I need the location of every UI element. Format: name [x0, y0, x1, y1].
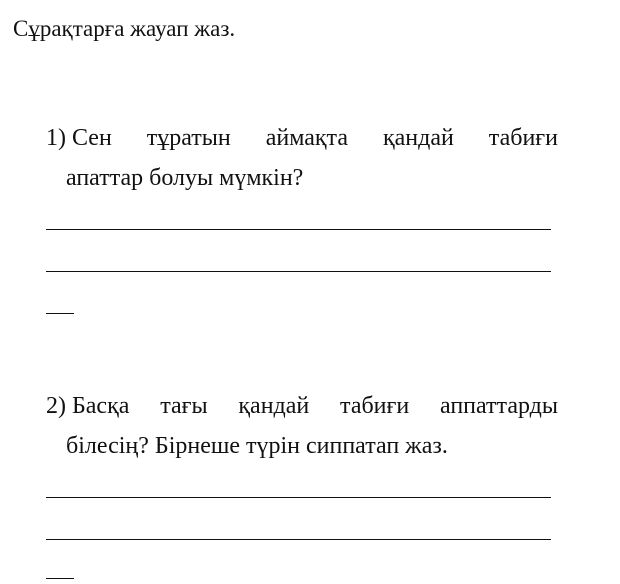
question-1-word: табиғи — [488, 125, 558, 151]
instruction-text: Сұрақтарға жауап жаз. — [13, 16, 236, 41]
question-2-line-2: білесің? Бірнеше түрін сиппатап жаз. — [66, 433, 448, 459]
answer-line-5[interactable] — [46, 539, 551, 540]
question-1-number: 1) — [46, 125, 66, 151]
question-1-line-2: апаттар болуы мүмкін? — [66, 165, 304, 191]
question-1 — [46, 123, 558, 193]
question-1-number-and-word-1 — [46, 123, 112, 153]
question-2-line-1 — [46, 391, 558, 421]
answer-line-3[interactable] — [46, 313, 74, 314]
question-2-word: Басқа — [72, 393, 130, 419]
answer-line-4[interactable] — [46, 497, 551, 498]
answer-line-1[interactable] — [46, 229, 551, 230]
question-2-word: аппаттарды — [440, 393, 558, 419]
question-1-word: Сен — [72, 125, 112, 151]
question-1-word: тұратын — [146, 125, 231, 151]
question-2-number: 2) — [46, 393, 66, 419]
answer-line-2[interactable] — [46, 271, 551, 272]
question-2-word: қандай — [238, 393, 310, 419]
question-2-word: тағы — [160, 393, 208, 419]
question-1-line-1 — [46, 123, 558, 153]
question-2 — [46, 391, 558, 461]
question-1-word: аймақта — [265, 125, 348, 151]
question-2-word: табиғи — [340, 393, 410, 419]
question-2-number-and-word-1 — [46, 391, 129, 421]
answer-line-6[interactable] — [46, 578, 74, 579]
question-1-word: қандай — [382, 125, 454, 151]
